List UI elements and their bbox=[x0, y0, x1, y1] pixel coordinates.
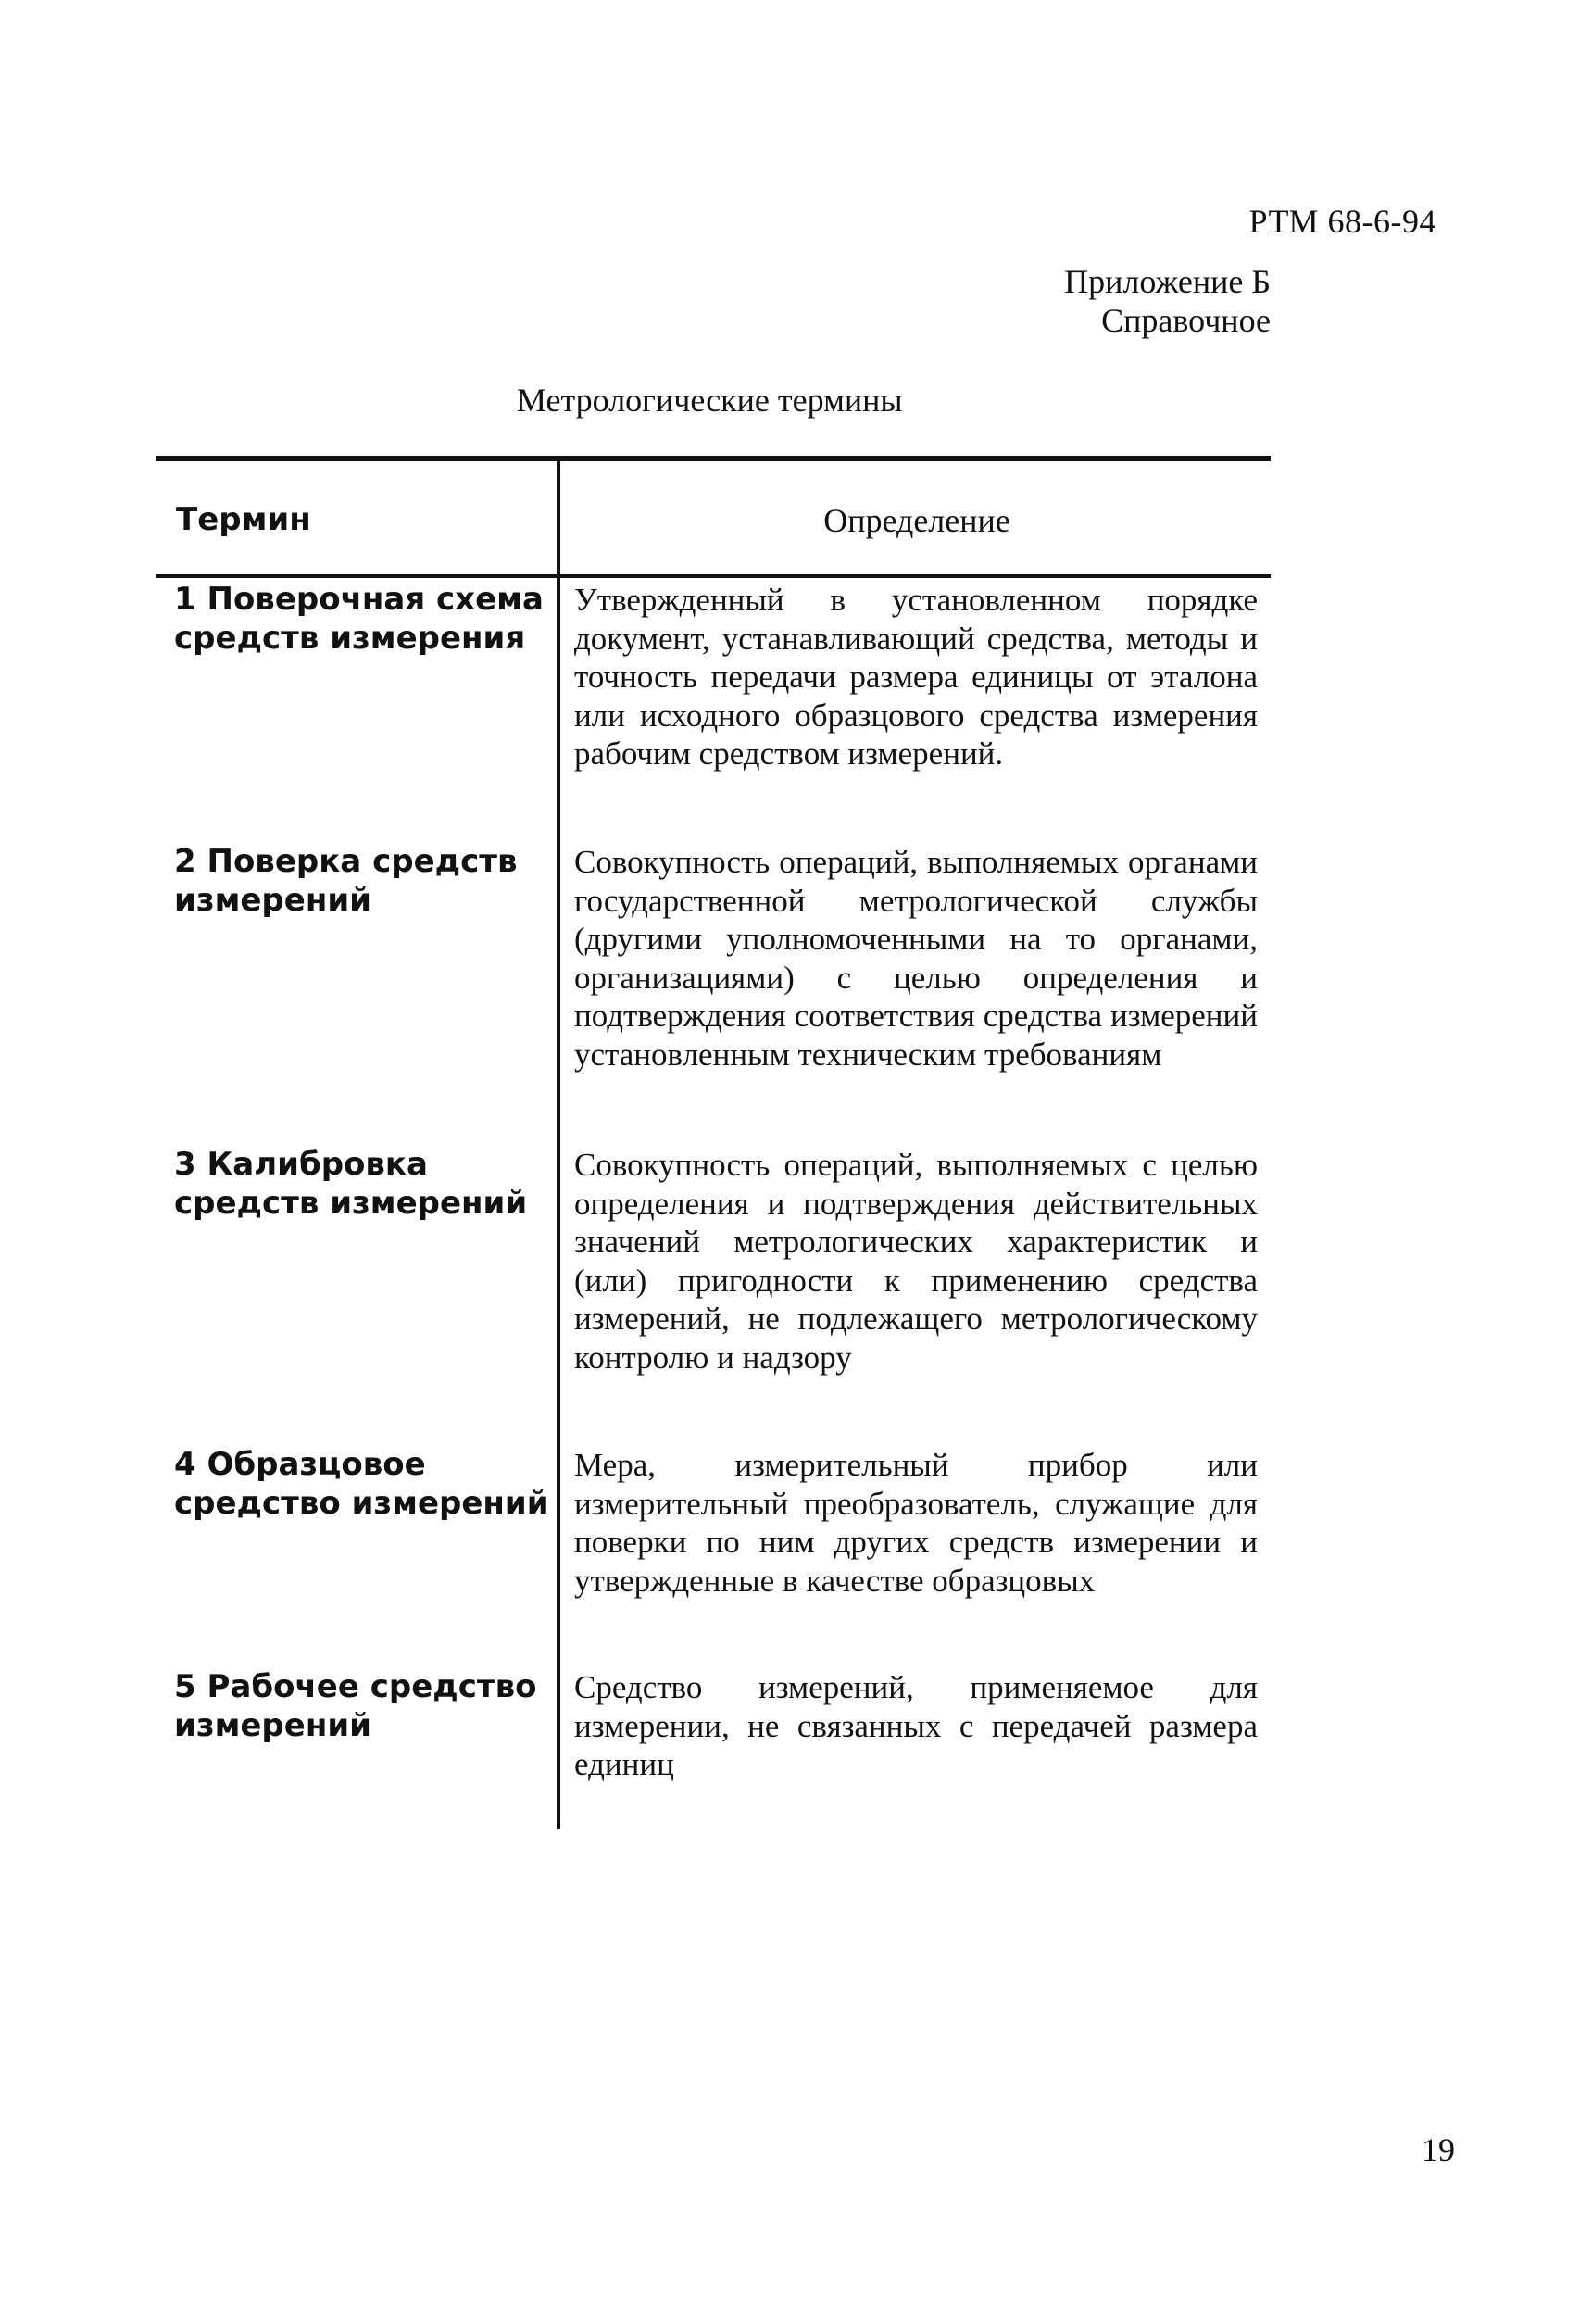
document-code: РТМ 68-6-94 bbox=[1248, 203, 1436, 240]
term-cell: 4 Образцовое средство измерений bbox=[174, 1446, 549, 1522]
term-cell: 5 Рабочее средство измерений bbox=[174, 1668, 537, 1744]
term-cell: 3 Калибровка средств измерений bbox=[174, 1146, 528, 1222]
table-top-rule bbox=[156, 456, 1271, 461]
appendix-label: Приложение Б bbox=[1064, 263, 1271, 300]
term-cell: 1 Поверочная схема средств измерения bbox=[174, 581, 544, 657]
table-column-divider bbox=[557, 459, 560, 1829]
table-header-rule bbox=[156, 574, 1271, 578]
appendix-type: Справочное bbox=[1101, 302, 1271, 339]
column-header-definition: Определение bbox=[823, 502, 1010, 539]
definition-cell: Утвержденный в установленном порядке документ, устанавливающий средства, методы и точность передачи размера единицы от эталона или исходного образцового средства измерения рабочим средством измерений. bbox=[574, 582, 1258, 772]
column-header-term: Термин bbox=[176, 501, 311, 538]
appendix-block bbox=[1064, 262, 1271, 340]
page-number: 19 bbox=[1422, 2131, 1455, 2168]
table-title: Метрологические термины bbox=[517, 382, 903, 419]
term-cell: 2 Поверка средств измерений bbox=[174, 843, 518, 919]
definition-cell: Мера, измерительный прибор или измерительный преобразователь, служащие для поверки по ним других средств измерении и утвержденные в качестве образцовых bbox=[574, 1447, 1258, 1599]
definition-cell: Средство измерений, применяемое для измерении, не связанных с передачей размера единиц bbox=[574, 1669, 1258, 1782]
definition-cell: Совокупность операций, выполняемых с целью определения и подтверждения действительных значений метрологических характеристик и (или) пригодности к применению средства измерений, не подлежащего метрологическому контролю и надзору bbox=[574, 1147, 1258, 1376]
definition-cell: Совокупность операций, выполняемых органами государственной метрологической службы (другими уполномоченными на то органами, организациями) с целью определения и подтверждения соответствия средства измерений установленным техническим требованиям bbox=[574, 844, 1258, 1073]
